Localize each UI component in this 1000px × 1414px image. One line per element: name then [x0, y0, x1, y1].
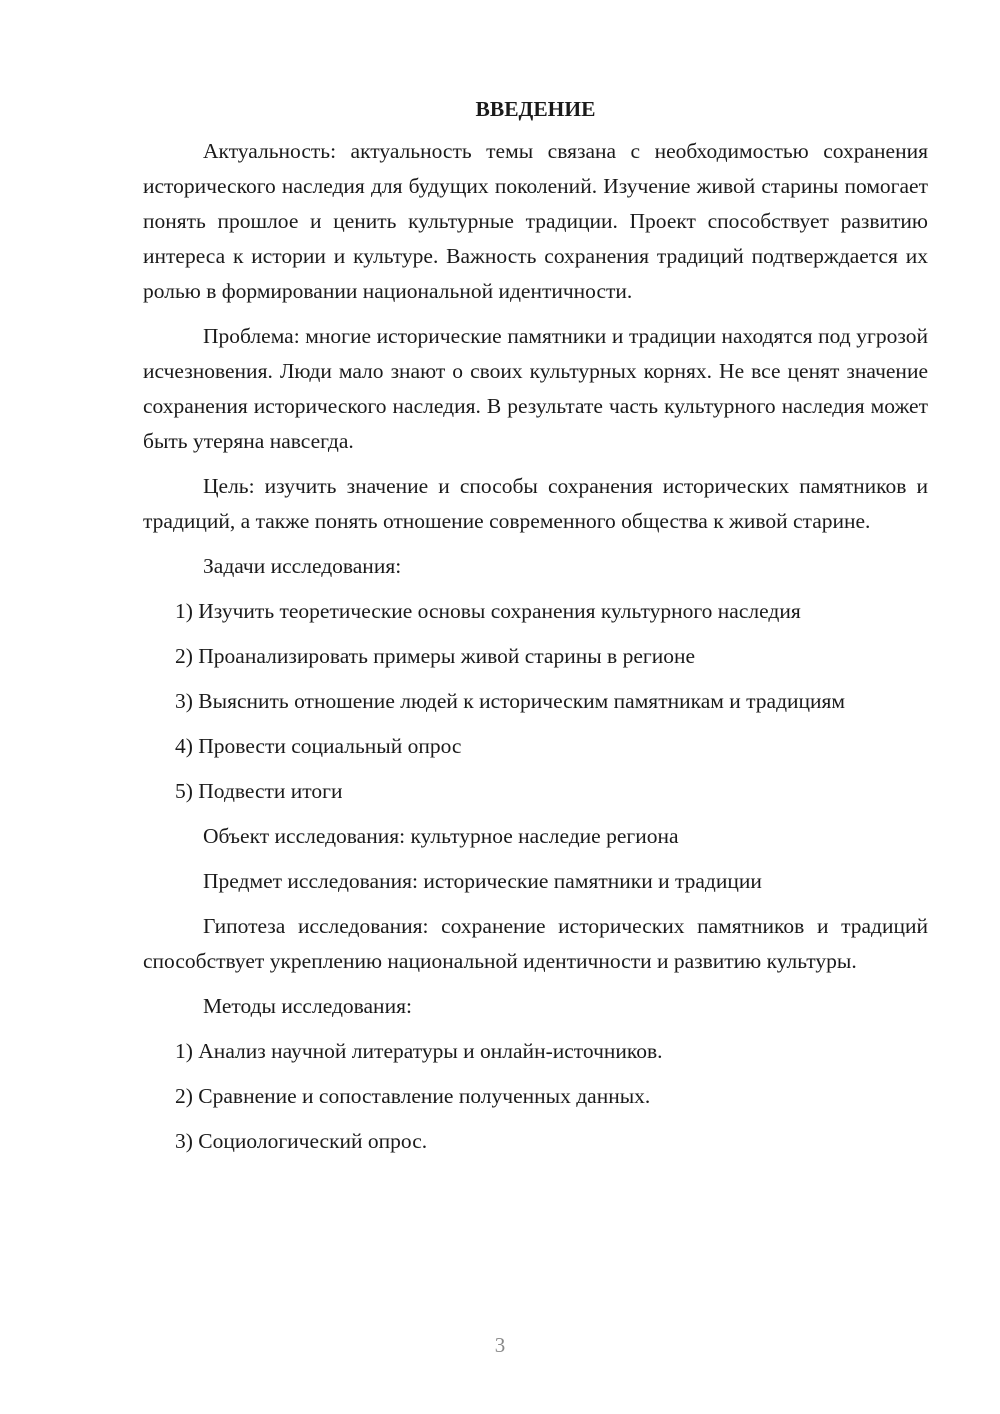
page-number: 3	[494, 1333, 506, 1357]
task-item: 5) Подвести итоги	[175, 779, 343, 803]
method-item: 2) Сравнение и сопоставление полученных данных.	[175, 1084, 651, 1108]
methods-heading: Методы исследования:	[203, 994, 412, 1018]
method-item: 3) Социологический опрос.	[175, 1129, 428, 1153]
task-item: 3) Выяснить отношение людей к историческим памятникам и традициям	[175, 689, 846, 713]
problem-paragraph: Проблема: многие исторические памятники и традиции находятся под угрозой исчезновения. Люди мало знают о своих культурных корнях. Не все ценят значение сохранения исторического наследия. В результате часть культурного наследия может быть утеряна навсегда.	[143, 324, 928, 453]
section-title: ВВЕДЕНИЕ	[475, 97, 596, 121]
goal-paragraph: Цель: изучить значение и способы сохранения исторических памятников и традиций, а также понять отношение современного общества к живой старине.	[143, 474, 928, 533]
relevance-paragraph: Актуальность: актуальность темы связана с необходимостью сохранения исторического наследия для будущих поколений. Изучение живой старины помогает понять прошлое и ценить культурные традиции. Проект способствует развитию интереса к истории и культуре. Важность сохранения традиций подтверждается их ролью в формировании национальной идентичности.	[143, 139, 928, 303]
object-paragraph: Объект исследования: культурное наследие региона	[203, 824, 679, 848]
task-item: 1) Изучить теоретические основы сохранения культурного наследия	[175, 599, 801, 623]
task-item: 4) Провести социальный опрос	[175, 734, 462, 758]
task-item: 2) Проанализировать примеры живой старины в регионе	[175, 644, 695, 668]
method-item: 1) Анализ научной литературы и онлайн-источников.	[175, 1039, 663, 1063]
hypothesis-paragraph: Гипотеза исследования: сохранение исторических памятников и традиций способствует укреплению национальной идентичности и развитию культуры.	[143, 914, 928, 973]
tasks-heading: Задачи исследования:	[203, 554, 402, 578]
subject-paragraph: Предмет исследования: исторические памятники и традиции	[203, 869, 762, 893]
document-page	[143, 92, 928, 1169]
